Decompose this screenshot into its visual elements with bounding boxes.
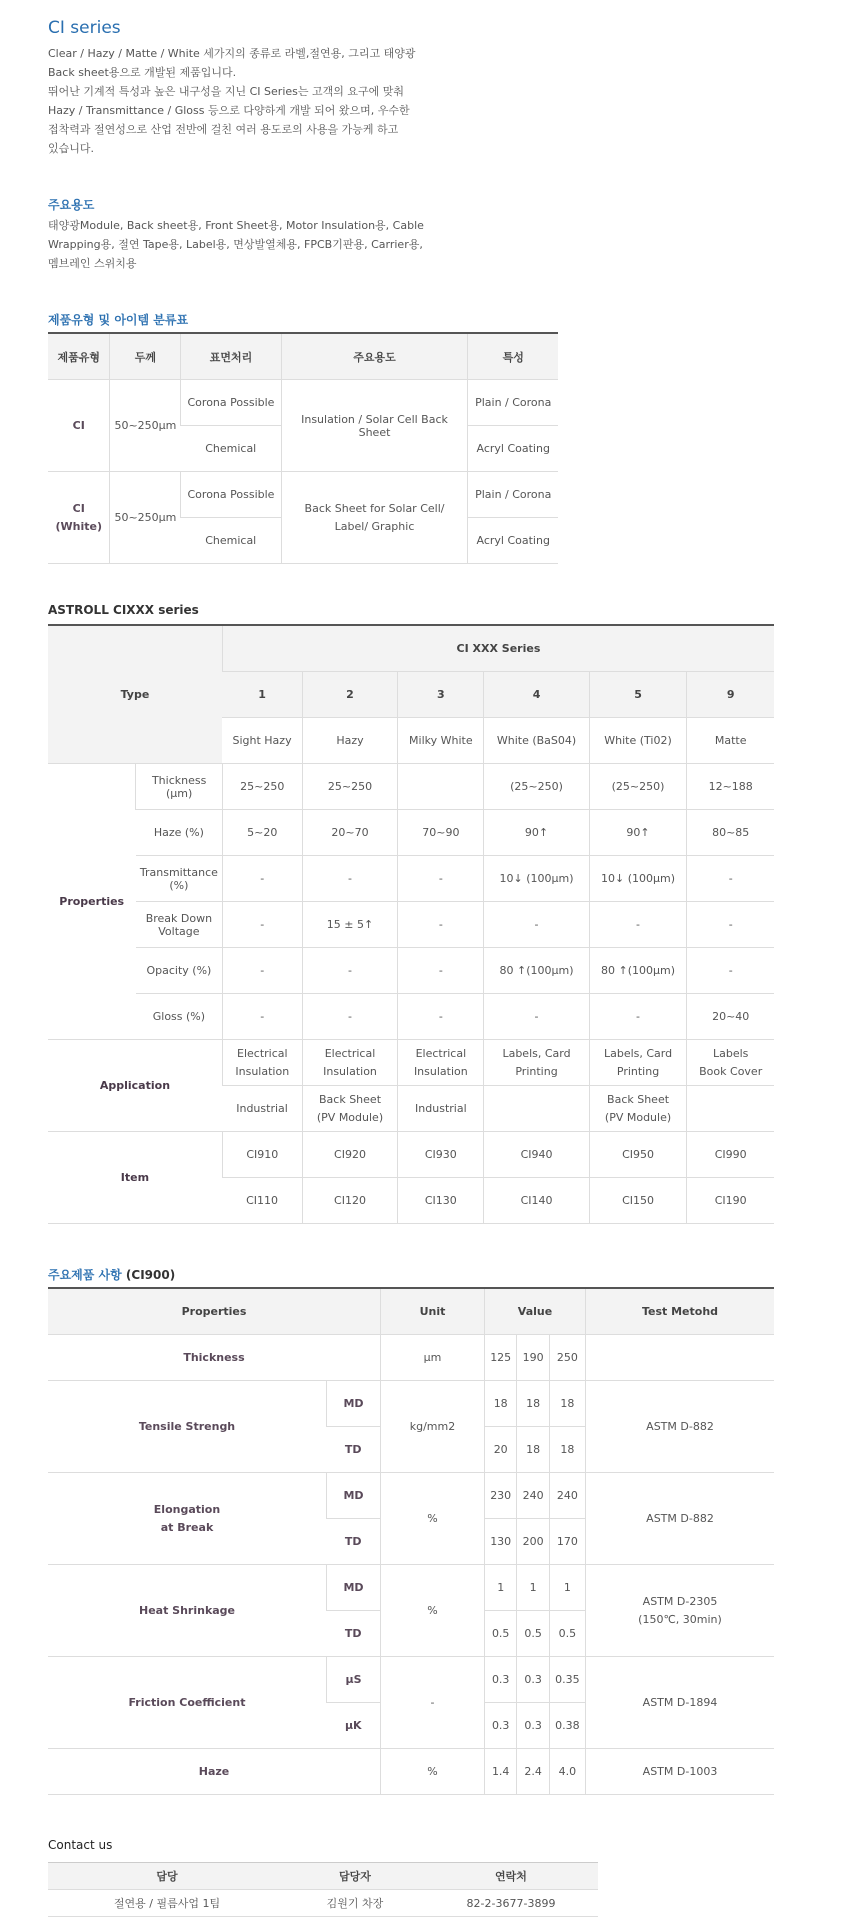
value-cell: 200	[517, 1519, 549, 1565]
value-cell: 2.4	[517, 1749, 549, 1795]
application-cell	[484, 1040, 589, 1086]
unit-cell: kg/mm2	[381, 1381, 485, 1473]
property-name: Haze (%)	[136, 810, 223, 856]
method-cell: ASTM D-1003	[586, 1749, 775, 1795]
contact-dept: 절연용 / 필름사업 1팀	[48, 1890, 286, 1917]
property-value: 5~20	[222, 810, 302, 856]
value-cell: 1	[549, 1565, 585, 1611]
application-label: Application	[48, 1040, 222, 1132]
type-number: 3	[398, 672, 484, 718]
application-cell	[687, 1086, 774, 1132]
value-cell: 190	[517, 1335, 549, 1381]
item-code: CI940	[484, 1132, 589, 1178]
header-surface: 표면처리	[181, 333, 281, 380]
header-properties: Properties	[48, 1288, 381, 1335]
property-value	[398, 764, 484, 810]
application-line: Industrial	[415, 1101, 467, 1115]
application-line: Printing	[616, 1064, 660, 1078]
type-name: White (Ti02)	[589, 718, 687, 764]
type-header: Type	[48, 625, 222, 764]
method-cell: ASTM D-2305 (150℃, 30min)	[586, 1565, 775, 1657]
type-number: 9	[687, 672, 774, 718]
value-cell: 0.3	[485, 1657, 517, 1703]
property-value: -	[302, 948, 398, 994]
property-value: -	[222, 994, 302, 1040]
unit-cell: %	[381, 1749, 485, 1795]
application-line: Electrical	[415, 1046, 467, 1060]
property-value: 12~188	[687, 764, 774, 810]
type-number: 1	[222, 672, 302, 718]
surface-cell: Corona Possible	[181, 380, 281, 426]
item-code: CI140	[484, 1178, 589, 1224]
property-value: -	[687, 948, 774, 994]
value-cell: 125	[485, 1335, 517, 1381]
type-number: 4	[484, 672, 589, 718]
page-title: CI series	[48, 18, 121, 38]
application-line: Electrical	[237, 1046, 288, 1060]
series-header: CI XXX Series	[222, 625, 774, 672]
application-cell	[222, 1040, 302, 1086]
property-value: 10↓ (100μm)	[484, 856, 589, 902]
value-cell: 18	[549, 1381, 585, 1427]
table1-title: 제품유형 및 아이템 분류표	[48, 313, 189, 327]
usage-title: 주요용도	[48, 198, 95, 212]
application-line: Back Sheet	[319, 1092, 382, 1106]
value-cell: 0.5	[517, 1611, 549, 1657]
property-value: 80~85	[687, 810, 774, 856]
property-name: Opacity (%)	[136, 948, 223, 994]
feature-cell: Acryl Coating	[468, 426, 558, 472]
intro-text: Clear / Hazy / Matte / White 세가지의 종류로 라벨,절연용, 그리고 태양광 Back sheet용으로 개발된 제품입니다. 뛰어난 기계적 특성과 높은 내구성을 지닌 CI Series는 고객의 요구에 맞춰 Hazy / Transmittance / Gloss 등으로 다양하게 개발 되어 왔으며, 우수한 접착력과 절연성으로 산업 전반에 걸친 여러 용도로의 사용을 가능케 하고 있습니다.	[48, 47, 416, 155]
property-value: 10↓ (100μm)	[589, 856, 687, 902]
header-value: Value	[485, 1288, 586, 1335]
value-cell: 20	[485, 1427, 517, 1473]
application-line: Labels, Card	[603, 1046, 673, 1060]
application-line: (PV Module)	[316, 1110, 384, 1124]
application-cell	[302, 1040, 398, 1086]
application-line: Labels	[712, 1046, 749, 1060]
uk-label: μK	[327, 1703, 381, 1749]
property-value: 90↑	[484, 810, 589, 856]
property-value: 25~250	[302, 764, 398, 810]
header-unit: Unit	[381, 1288, 485, 1335]
value-cell: 0.5	[485, 1611, 517, 1657]
property-value: -	[398, 856, 484, 902]
property-value: 20~40	[687, 994, 774, 1040]
value-cell: 18	[485, 1381, 517, 1427]
item-code: CI120	[302, 1178, 398, 1224]
item-code: CI920	[302, 1132, 398, 1178]
property-value: -	[302, 856, 398, 902]
type-name: Hazy	[302, 718, 398, 764]
value-cell: 0.3	[517, 1657, 549, 1703]
property-value: 80 ↑(100μm)	[484, 948, 589, 994]
us-label: μS	[327, 1657, 381, 1703]
value-cell: 170	[549, 1519, 585, 1565]
header-usage: 주요용도	[281, 333, 468, 380]
property-value: -	[222, 856, 302, 902]
property-value: (25~250)	[484, 764, 589, 810]
property-value: 90↑	[589, 810, 687, 856]
type-name: Sight Hazy	[222, 718, 302, 764]
properties-label: Properties	[48, 764, 136, 1040]
application-line: Electrical	[324, 1046, 376, 1060]
usage-text: 태양광Module, Back sheet용, Front Sheet용, Motor Insulation용, Cable Wrapping용, 절연 Tape용, Label용, 면상발열체용, FPCB기판용, Carrier용, 멤브레인 스위치용	[48, 219, 424, 270]
unit-cell: %	[381, 1473, 485, 1565]
property-value: 15 ± 5↑	[302, 902, 398, 948]
type-name: White (BaS04)	[484, 718, 589, 764]
property-value: -	[222, 902, 302, 948]
unit-cell: μm	[381, 1335, 485, 1381]
td-label: TD	[327, 1519, 381, 1565]
value-cell: 4.0	[549, 1749, 585, 1795]
property-value: -	[302, 994, 398, 1040]
header-dept: 담당	[48, 1863, 286, 1890]
value-cell: 0.3	[485, 1703, 517, 1749]
property-value: 70~90	[398, 810, 484, 856]
property-value: -	[484, 902, 589, 948]
property-name: Gloss (%)	[136, 994, 223, 1040]
td-label: TD	[327, 1611, 381, 1657]
application-line: Printing	[515, 1064, 558, 1078]
property-value: -	[589, 994, 687, 1040]
application-line: Back Sheet	[607, 1092, 670, 1106]
application-cell	[589, 1040, 687, 1086]
application-line: (PV Module)	[604, 1110, 672, 1124]
feature-cell: Plain / Corona	[468, 380, 558, 426]
type-cell: CI	[48, 380, 110, 472]
item-code: CI950	[589, 1132, 687, 1178]
value-cell: 1.4	[485, 1749, 517, 1795]
unit-cell: %	[381, 1565, 485, 1657]
property-value: (25~250)	[589, 764, 687, 810]
application-cell	[398, 1086, 484, 1132]
contact-person: 김원기 차장	[286, 1890, 424, 1917]
application-cell	[687, 1040, 774, 1086]
feature-cell: Acryl Coating	[468, 518, 558, 564]
md-label: MD	[327, 1381, 381, 1427]
application-cell	[484, 1086, 589, 1132]
surface-cell: Corona Possible	[181, 472, 281, 518]
value-cell: 0.3	[517, 1703, 549, 1749]
application-line: Book Cover	[699, 1064, 763, 1078]
value-cell: 0.38	[549, 1703, 585, 1749]
value-cell: 240	[549, 1473, 585, 1519]
unit-cell: -	[381, 1657, 485, 1749]
property-value: -	[398, 994, 484, 1040]
header-method: Test Metohd	[586, 1288, 775, 1335]
method-cell	[586, 1335, 775, 1381]
prop-elongation: Elongation at Break	[48, 1473, 327, 1565]
item-label: Item	[48, 1132, 222, 1224]
item-code: CI130	[398, 1178, 484, 1224]
header-thickness: 두께	[110, 333, 181, 380]
application-line: Labels, Card	[502, 1046, 571, 1060]
value-cell: 240	[517, 1473, 549, 1519]
table3-title: 주요제품 사항 (CI900)	[48, 1268, 176, 1282]
prop-haze: Haze	[48, 1749, 381, 1795]
application-cell	[589, 1086, 687, 1132]
application-cell	[398, 1040, 484, 1086]
usage-cell: Insulation / Solar Cell Back Sheet	[281, 380, 468, 472]
header-person: 담당자	[286, 1863, 424, 1890]
property-value: 20~70	[302, 810, 398, 856]
method-cell: ASTM D-1894	[586, 1657, 775, 1749]
table2-title: ASTROLL CIXXX series	[48, 603, 199, 617]
property-value: 25~250	[222, 764, 302, 810]
value-cell: 230	[485, 1473, 517, 1519]
header-feature: 특성	[468, 333, 558, 380]
item-code: CI110	[222, 1178, 302, 1224]
application-line: Insulation	[413, 1064, 468, 1078]
value-cell: 1	[485, 1565, 517, 1611]
specs-table	[48, 1287, 774, 1795]
item-code: CI190	[687, 1178, 774, 1224]
prop-tensile: Tensile Strengh	[48, 1381, 327, 1473]
value-cell: 18	[517, 1381, 549, 1427]
value-cell: 0.35	[549, 1657, 585, 1703]
classification-table	[48, 332, 558, 564]
surface-cell: Chemical	[181, 518, 281, 564]
prop-thickness: Thickness	[48, 1335, 381, 1381]
header-type: 제품유형	[48, 333, 110, 380]
header-phone: 연락처	[424, 1863, 598, 1890]
item-code: CI990	[687, 1132, 774, 1178]
type-number: 5	[589, 672, 687, 718]
value-cell: 0.5	[549, 1611, 585, 1657]
contact-table	[48, 1862, 598, 1917]
value-cell: 130	[485, 1519, 517, 1565]
value-cell: 18	[517, 1427, 549, 1473]
value-cell: 18	[549, 1427, 585, 1473]
type-number: 2	[302, 672, 398, 718]
value-cell: 250	[549, 1335, 585, 1381]
md-label: MD	[327, 1473, 381, 1519]
surface-cell: Chemical	[181, 426, 281, 472]
prop-friction: Friction Coefficient	[48, 1657, 327, 1749]
contact-phone: 82-2-3677-3899	[424, 1890, 598, 1917]
type-cell: CI (White)	[48, 472, 110, 564]
prop-heat-shrinkage: Heat Shrinkage	[48, 1565, 327, 1657]
item-code: CI930	[398, 1132, 484, 1178]
application-line: Insulation	[323, 1064, 377, 1078]
property-value: 80 ↑(100μm)	[589, 948, 687, 994]
application-line: Industrial	[236, 1101, 288, 1115]
application-cell	[222, 1086, 302, 1132]
md-label: MD	[327, 1565, 381, 1611]
property-value: -	[398, 902, 484, 948]
thickness-cell: 50~250μm	[110, 472, 181, 564]
usage-cell: Back Sheet for Solar Cell/ Label/ Graphic	[281, 472, 468, 564]
property-name: Break Down Voltage	[136, 902, 223, 948]
type-name: Matte	[687, 718, 774, 764]
property-value: -	[589, 902, 687, 948]
property-value: -	[398, 948, 484, 994]
td-label: TD	[327, 1427, 381, 1473]
application-cell	[302, 1086, 398, 1132]
application-line: Insulation	[235, 1064, 290, 1078]
property-name: Transmittance (%)	[136, 856, 223, 902]
item-code: CI910	[222, 1132, 302, 1178]
item-code: CI150	[589, 1178, 687, 1224]
series-table	[48, 624, 774, 1224]
property-value: -	[687, 856, 774, 902]
method-cell: ASTM D-882	[586, 1473, 775, 1565]
contact-title: Contact us	[48, 1838, 113, 1852]
thickness-cell: 50~250μm	[110, 380, 181, 472]
method-cell: ASTM D-882	[586, 1381, 775, 1473]
property-name: Thickness (μm)	[136, 764, 223, 810]
feature-cell: Plain / Corona	[468, 472, 558, 518]
property-value: -	[484, 994, 589, 1040]
property-value: -	[687, 902, 774, 948]
property-value: -	[222, 948, 302, 994]
type-name: Milky White	[398, 718, 484, 764]
value-cell: 1	[517, 1565, 549, 1611]
